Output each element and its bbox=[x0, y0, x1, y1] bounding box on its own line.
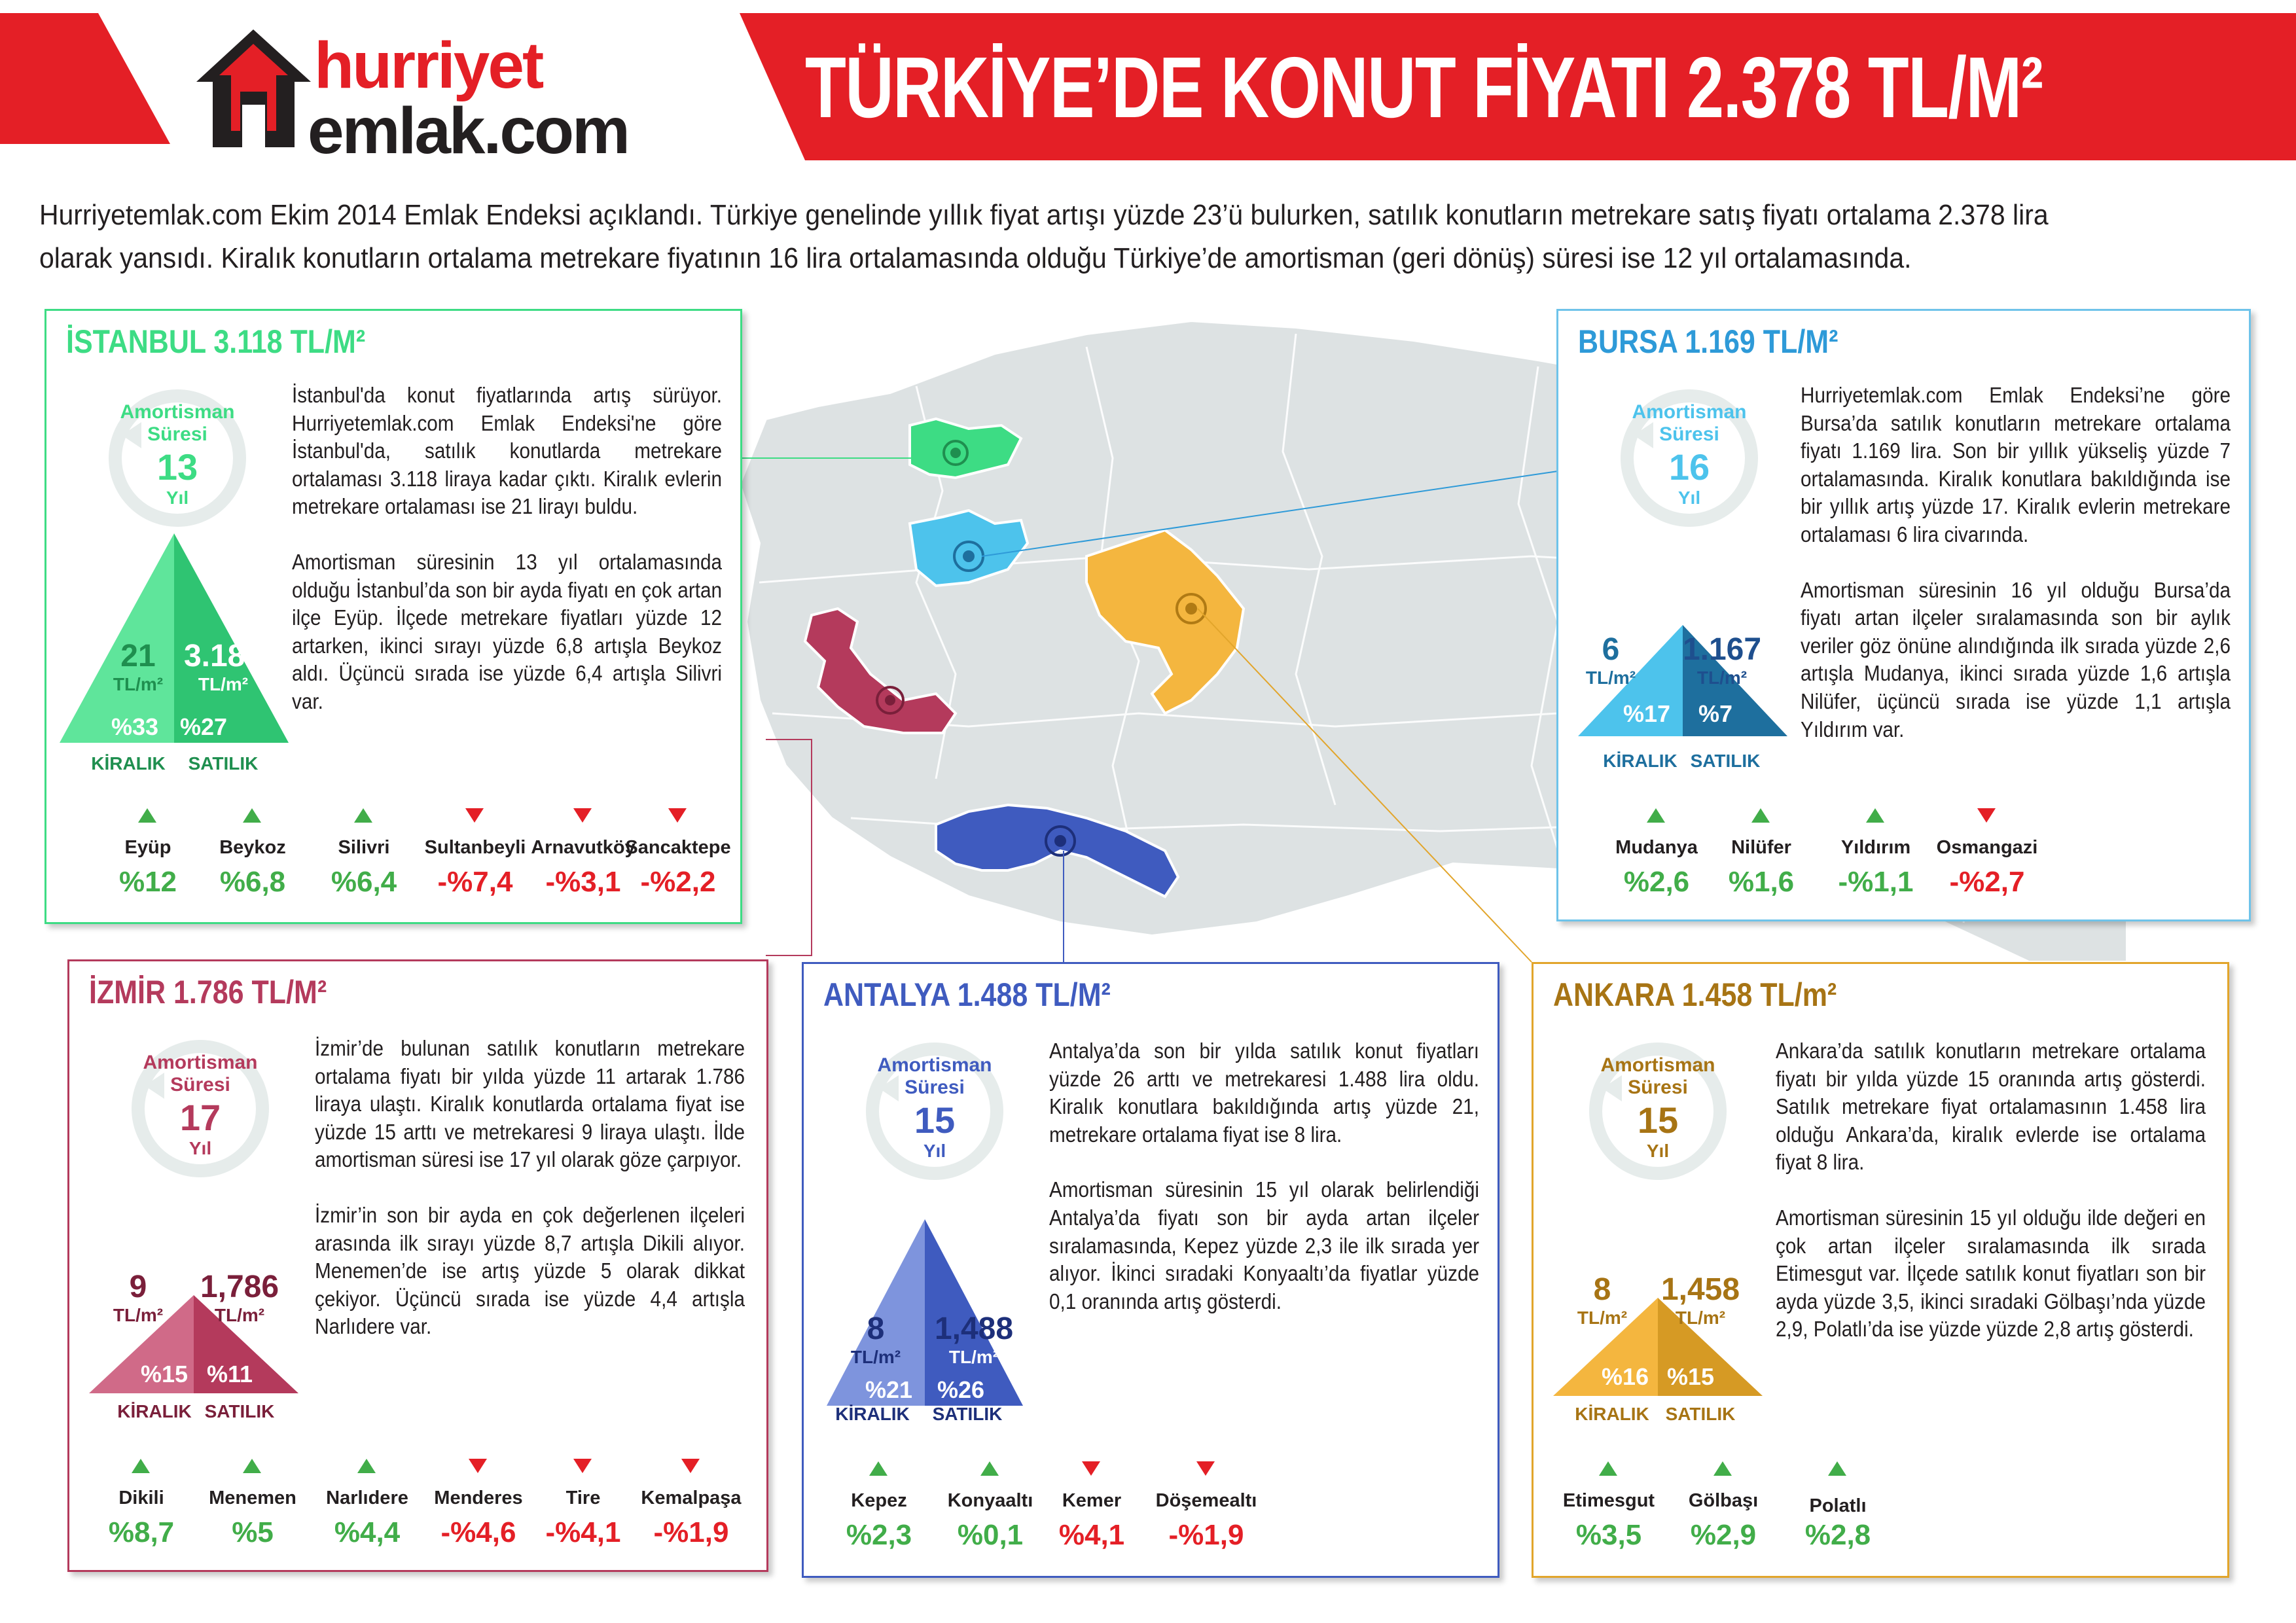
card-text-p2: Amortisman süresinin 16 yıl olduğu Bursa’da fiyatı artan ilçeler sıralamasında son bir aylık veriler göz önüne alındığında ilk sırada yüzde 2,6 artışla Mudanya, ikinci sırada yüzde 1,6 artışla Nilüfer, üçüncü sırada ise yüzde 1,1 artışla Yıldırım var. bbox=[1801, 577, 2231, 741]
satilik-unit: TL/m² bbox=[1675, 1308, 1726, 1328]
amortisman-label: Amortisman bbox=[1632, 401, 1747, 423]
district-value: %5 bbox=[232, 1516, 274, 1548]
card-title: İSTANBUL 3.118 TL/M² bbox=[66, 323, 366, 360]
down-arrow-icon bbox=[573, 1459, 592, 1473]
district-dikili bbox=[86, 1459, 197, 1557]
satilik-pct: %27 bbox=[179, 713, 228, 740]
amortisman-label: Amortisman bbox=[143, 1052, 258, 1073]
suresi-label: Süresi bbox=[905, 1077, 965, 1098]
district-value: %8,7 bbox=[108, 1516, 175, 1548]
district-name: Dikili bbox=[118, 1488, 164, 1508]
amortisman-label: Amortisman bbox=[877, 1054, 992, 1076]
district-name: Eyüp bbox=[124, 837, 171, 858]
district-name: Silivri bbox=[338, 837, 390, 858]
kiralik-unit: TL/m² bbox=[1577, 1308, 1628, 1328]
district-kepez bbox=[823, 1461, 935, 1560]
kiralik-pct: %16 bbox=[1601, 1363, 1649, 1390]
satilik-unit: TL/m² bbox=[948, 1347, 999, 1367]
card-text-p2: Amortisman süresinin 15 yıl olduğu ilde değeri en çok artan ilçeler sıralamasında ilk sırada Etimesgut var. İlçede satılık konut fiyatları son bir ayda yüzde 3,5, ikinci sıradaki Gölbaşı’nda yüzde 2,9, Polatlı’da ise yüzde yüzde 2,8 artış gösterdi. bbox=[1776, 1205, 2206, 1342]
district-value: -%2,7 bbox=[1949, 866, 2025, 898]
kiralik-unit: TL/m² bbox=[850, 1347, 901, 1367]
district-narlidere bbox=[312, 1459, 423, 1557]
up-arrow-icon bbox=[354, 808, 372, 823]
card-text-p2: İzmir’in son bir ayda en çok değerlenen ilçeleri arasında ilk sırayı yüzde 8,7 artışla Dikili alıyor. Menemen’de ise artış yüzde 5 olarak dikkat çekiyor. Üçüncü sırada ise yüzde 4,4 artışla Narlıdere var. bbox=[315, 1202, 745, 1339]
district-value: -%7,4 bbox=[437, 866, 513, 898]
card-title: İZMİR 1.786 TL/M² bbox=[89, 974, 327, 1010]
up-arrow-icon bbox=[1751, 808, 1770, 823]
kiralik-pct: %15 bbox=[140, 1361, 188, 1387]
yil-label: Yıl bbox=[166, 488, 189, 508]
amortisman-block bbox=[1583, 1036, 1733, 1186]
amortisman-block bbox=[125, 1033, 276, 1184]
page-headline: TÜRKİYE’DE KONUT FİYATI 2.378 TL/M² bbox=[805, 39, 2043, 135]
suresi-label: Süresi bbox=[1659, 423, 1719, 445]
card-title: BURSA 1.169 TL/M² bbox=[1578, 323, 1839, 360]
district-name: Beykoz bbox=[219, 837, 286, 858]
district-name: Döşemealtı bbox=[1155, 1490, 1257, 1511]
kiralik-pct: %33 bbox=[111, 713, 159, 740]
district-value: -%1,1 bbox=[1838, 866, 1914, 898]
satilik-pct: %26 bbox=[937, 1376, 985, 1403]
up-arrow-icon bbox=[132, 1459, 150, 1473]
satilik-pct: %15 bbox=[1666, 1363, 1715, 1390]
logo-text-hurriyet: hurriyet bbox=[314, 29, 543, 102]
district-value: %3,5 bbox=[1575, 1519, 1642, 1551]
district-value: %4,1 bbox=[1058, 1519, 1125, 1551]
up-arrow-icon bbox=[138, 808, 156, 823]
district-name: Kemer bbox=[1062, 1490, 1122, 1511]
card-ankara bbox=[1532, 962, 2229, 1578]
price-triangle bbox=[827, 1219, 1023, 1409]
logo-text-emlak: emlak.com bbox=[308, 94, 628, 168]
district-value: %2,3 bbox=[846, 1519, 912, 1551]
card-bursa bbox=[1556, 309, 2251, 921]
kiralik-label: KİRALIK bbox=[835, 1404, 910, 1424]
up-arrow-icon bbox=[357, 1459, 376, 1473]
district-value: %1,6 bbox=[1728, 866, 1795, 898]
district-value: %2,9 bbox=[1690, 1519, 1757, 1551]
district-name: Narlıdere bbox=[326, 1488, 408, 1508]
up-arrow-icon bbox=[980, 1461, 999, 1476]
district-name: Konyaaltı bbox=[947, 1490, 1033, 1511]
kiralik-pct: %21 bbox=[865, 1376, 913, 1403]
district-value: %12 bbox=[118, 866, 177, 898]
kiralik-value: 21 bbox=[120, 639, 156, 673]
district-value: %2,6 bbox=[1623, 866, 1690, 898]
district-value: -%3,1 bbox=[545, 866, 621, 898]
card-text bbox=[292, 382, 722, 743]
card-title: ANKARA 1.458 TL/m² bbox=[1553, 976, 1837, 1013]
amortisman-label: Amortisman bbox=[1600, 1054, 1715, 1076]
satilik-value: 1.167 bbox=[1682, 632, 1762, 667]
district-value: -%1,9 bbox=[1168, 1519, 1244, 1551]
satilik-value: 1,786 bbox=[200, 1270, 279, 1304]
card-istanbul bbox=[45, 309, 742, 924]
satilik-label: SATILIK bbox=[188, 753, 259, 774]
kiralik-unit: TL/m² bbox=[113, 1305, 164, 1325]
satilik-unit: TL/m² bbox=[1696, 668, 1748, 688]
down-arrow-icon bbox=[1196, 1461, 1215, 1476]
kiralik-unit: TL/m² bbox=[113, 674, 164, 694]
down-arrow-icon bbox=[573, 808, 592, 823]
district-name: Etimesgut bbox=[1562, 1490, 1655, 1511]
intro-paragraph: Hurriyetemlak.com Ekim 2014 Emlak Endeksi açıklandı. Türkiye genelinde yıllık fiyat artışı yüzde 23’ü bulurken, satılık konutların metrekare satış fiyatı ortalama 2.378 lira olarak yansıdı. Kiralık konutların ortalama metrekare fiyatının 16 lira ortalamasında olduğu Türkiye’de amortisman (geri dönüş) süresi ise 12 yıl ortalamasında. bbox=[39, 199, 2049, 274]
satilik-value: 1,488 bbox=[934, 1311, 1014, 1346]
yil-label: Yıl bbox=[923, 1141, 946, 1161]
yil-label: Yıl bbox=[1646, 1141, 1670, 1161]
satilik-label: SATILIK bbox=[204, 1401, 275, 1421]
satilik-pct: %11 bbox=[206, 1361, 253, 1387]
satilik-pct: %7 bbox=[1698, 700, 1733, 727]
card-text-p1: İstanbul'da konut fiyatlarında artış sürüyor. Hurriyetemlak.com Emlak Endeksi'ne göre İstanbul'da, satılık konutlarda metrekare ortalaması 3.118 liraya kadar çıktı. Kiralık evlerin metrekare ortalaması ise 21 lirayı buldu. bbox=[292, 383, 722, 519]
satilik-value: 1,458 bbox=[1660, 1272, 1740, 1307]
card-text-p1: İzmir’de bulunan satılık konutların metrekare ortalama fiyatı bir yılda yüzde 11 artarak 1.786 liraya ulaştı. Kiralık konutlarda ortalama fiyat ise yüzde 15 arttı ve metrekaresi 9 liraya ulaştı. İlde amortisman süresi ise 17 yıl olarak göze çarpıyor. bbox=[315, 1036, 745, 1172]
down-arrow-icon bbox=[469, 1459, 487, 1473]
district-name: Kemalpaşa bbox=[641, 1488, 742, 1508]
card-text-p1: Ankara’da satılık konutların metrekare ortalama fiyatı bir yılda yüzde 15 oranında artış gösterdi. Satılık metrekare fiyat ortalamasının 1.458 lira olduğu Ankara’da, kiralık evlerde ise ortalama fiyat 8 lira. bbox=[1776, 1039, 2206, 1175]
card-text bbox=[1776, 1037, 2206, 1371]
district-value: %2,8 bbox=[1804, 1519, 1871, 1551]
price-triangle bbox=[60, 533, 289, 749]
up-arrow-icon bbox=[1713, 1461, 1732, 1476]
kiralik-label: KİRALIK bbox=[117, 1401, 192, 1421]
up-arrow-icon bbox=[1866, 808, 1884, 823]
card-text bbox=[315, 1035, 745, 1368]
district-golbasi bbox=[1668, 1461, 1779, 1560]
district-value: %6,8 bbox=[219, 866, 286, 898]
satilik-label: SATILIK bbox=[932, 1404, 1003, 1424]
district-value: -%4,1 bbox=[545, 1516, 621, 1548]
district-value: -%2,2 bbox=[640, 866, 716, 898]
district-name: Sancaktepe bbox=[625, 837, 731, 858]
amortisman-years: 15 bbox=[914, 1099, 956, 1141]
district-name: Kepez bbox=[851, 1490, 907, 1511]
amortisman-label: Amortisman bbox=[120, 401, 235, 423]
amortisman-years: 15 bbox=[1637, 1099, 1679, 1141]
satilik-unit: TL/m² bbox=[198, 674, 249, 694]
district-value: %0,1 bbox=[957, 1519, 1024, 1551]
up-arrow-icon bbox=[1599, 1461, 1617, 1476]
district-etimesgut bbox=[1553, 1461, 1664, 1560]
kiralik-label: KİRALIK bbox=[1575, 1404, 1649, 1424]
satilik-value: 3.188 bbox=[183, 639, 263, 673]
amortisman-block bbox=[102, 383, 253, 533]
district-name: Arnavutköy bbox=[531, 837, 636, 858]
down-arrow-icon bbox=[1082, 1461, 1100, 1476]
down-arrow-icon bbox=[668, 808, 687, 823]
kiralik-label: KİRALIK bbox=[1603, 751, 1677, 771]
amortisman-years: 17 bbox=[179, 1097, 221, 1138]
down-arrow-icon bbox=[681, 1459, 700, 1473]
down-arrow-icon bbox=[1977, 808, 1996, 823]
kiralik-value: 8 bbox=[1593, 1272, 1611, 1307]
kiralik-value: 9 bbox=[129, 1270, 147, 1304]
suresi-label: Süresi bbox=[147, 423, 207, 445]
district-name: Menderes bbox=[434, 1488, 523, 1508]
district-value: -%4,6 bbox=[440, 1516, 516, 1548]
amortisman-years: 13 bbox=[156, 446, 198, 488]
card-text-p1: Hurriyetemlak.com Emlak Endeksi’ne göre Bursa’da satılık konutların metrekare ortalama fiyatı 1.169 lira. Son bir yıllık yükseliş yüzde 7 ortalamasında. Kiralık konutlara bakıldığında ise bir yıllık artış yüzde 17. Kiralık evlerin metrekare ortalaması 6 lira civarında. bbox=[1801, 383, 2231, 546]
district-name: Yıldırım bbox=[1840, 837, 1911, 858]
district-osmangazi bbox=[1931, 808, 2043, 906]
district-beykoz bbox=[197, 808, 308, 906]
card-text-p2: Amortisman süresinin 13 yıl ortalamasında olduğu İstanbul’da son bir ayda fiyatı en çok artan ilçe Eyüp. İlçede metrekare fiyatları yüzde 12 artarken, ikinci sırayı yüzde 6,8 artışla Beykoz aldı. Üçüncü sırada ise yüzde 6,4 artışla Silivri var. bbox=[292, 549, 722, 713]
kiralik-pct: %17 bbox=[1623, 700, 1671, 727]
district-nilufer bbox=[1706, 808, 1817, 906]
amortisman-block bbox=[859, 1036, 1010, 1186]
card-antalya bbox=[802, 962, 1499, 1578]
suresi-label: Süresi bbox=[170, 1074, 230, 1096]
up-arrow-icon bbox=[1828, 1461, 1846, 1476]
district-silivri bbox=[308, 808, 420, 906]
kiralik-label: KİRALIK bbox=[91, 753, 166, 774]
district-name: Menemen bbox=[209, 1488, 296, 1508]
district-value: %4,4 bbox=[334, 1516, 401, 1548]
district-value: %6,4 bbox=[331, 866, 397, 898]
card-text-p2: Amortisman süresinin 15 yıl olarak belirlendiği Antalya’da fiyatı son bir ayda artan ilçeler sıralamasında, Kepez yüzde 2,3 ile ilk sırada yer alıyor. İkinci sıradaki Konyaaltı’da fiyatlar yüzde 0,1 oranında artış gösterdi. bbox=[1049, 1177, 1479, 1313]
card-text bbox=[1801, 382, 2231, 771]
amortisman-years: 16 bbox=[1668, 446, 1710, 488]
up-arrow-icon bbox=[1647, 808, 1665, 823]
district-kemalpasa bbox=[636, 1459, 747, 1557]
district-name: Polatlı bbox=[1809, 1495, 1867, 1516]
district-sancaktepe bbox=[622, 808, 734, 906]
card-text bbox=[1049, 1037, 1479, 1343]
amortisman-block bbox=[1614, 383, 1765, 533]
district-value: -%1,9 bbox=[653, 1516, 729, 1548]
up-arrow-icon bbox=[243, 1459, 261, 1473]
district-name: Nilüfer bbox=[1731, 837, 1791, 858]
up-arrow-icon bbox=[869, 1461, 888, 1476]
district-name: Tire bbox=[565, 1488, 601, 1508]
yil-label: Yıl bbox=[188, 1138, 212, 1158]
district-name: Mudanya bbox=[1615, 837, 1698, 858]
yil-label: Yıl bbox=[1677, 488, 1701, 508]
kiralik-unit: TL/m² bbox=[1585, 668, 1636, 688]
district-polatli bbox=[1782, 1461, 1893, 1560]
district-menemen bbox=[197, 1459, 308, 1557]
district-kemer bbox=[1036, 1461, 1147, 1560]
card-text-p1: Antalya’da son bir yılda satılık konut fiyatları yüzde 26 arttı ve metrekaresi 1.488 lira oldu. Kiralık konutlara bakıldığında artış yüzde 21, metrekare ortalama fiyat ise 8 lira. bbox=[1049, 1039, 1479, 1147]
district-name: Gölbaşı bbox=[1688, 1490, 1759, 1511]
card-title: ANTALYA 1.488 TL/M² bbox=[823, 976, 1111, 1013]
satilik-label: SATILIK bbox=[1690, 751, 1761, 771]
card-izmir bbox=[67, 959, 768, 1572]
kiralik-value: 6 bbox=[1602, 632, 1620, 667]
suresi-label: Süresi bbox=[1628, 1077, 1688, 1098]
down-arrow-icon bbox=[465, 808, 484, 823]
kiralik-value: 8 bbox=[867, 1311, 885, 1346]
district-name: Sultanbeyli bbox=[424, 837, 526, 858]
satilik-label: SATILIK bbox=[1665, 1404, 1736, 1424]
district-yildirim bbox=[1820, 808, 1931, 906]
district-dosemealti bbox=[1151, 1461, 1262, 1560]
district-name: Osmangazi bbox=[1936, 837, 2038, 858]
satilik-unit: TL/m² bbox=[214, 1305, 265, 1325]
up-arrow-icon bbox=[243, 808, 261, 823]
